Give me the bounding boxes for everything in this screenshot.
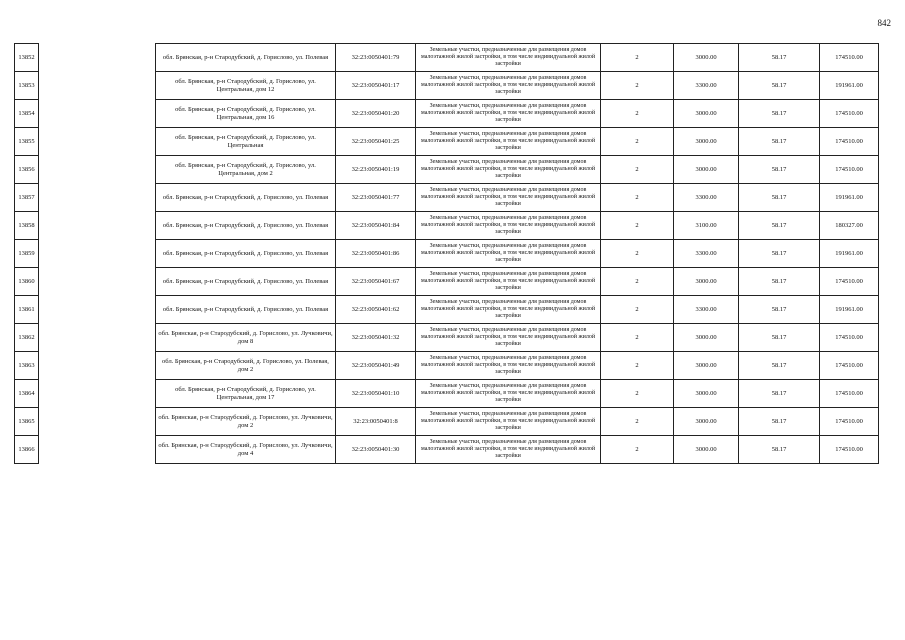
rate-cell: 58.17 xyxy=(739,156,820,184)
area-cell: 3000.00 xyxy=(674,156,739,184)
area-cell: 3300.00 xyxy=(674,296,739,324)
area-cell: 3000.00 xyxy=(674,436,739,464)
table-row xyxy=(15,296,39,324)
address-cell: обл. Брянская, р-н Стародубский, д. Горислово, ул. Полевая xyxy=(156,44,336,72)
area-cell: 3000.00 xyxy=(674,324,739,352)
address-cell: обл. Брянская, р-н Стародубский, д. Горислово, ул. Центральная, дом 17 xyxy=(156,380,336,408)
table-row xyxy=(156,436,879,464)
cadastral-value-cell: 174510.00 xyxy=(820,156,879,184)
rate-cell: 58.17 xyxy=(739,128,820,156)
table-row xyxy=(15,436,39,464)
address-cell: обл. Брянская, р-н Стародубский, д. Горислово, ул. Лучковичи, дом 4 xyxy=(156,436,336,464)
table-row xyxy=(15,240,39,268)
table-row xyxy=(156,72,879,100)
area-cell: 3000.00 xyxy=(674,44,739,72)
rate-cell: 58.17 xyxy=(739,240,820,268)
address-cell: обл. Брянская, р-н Стародубский, д. Горислово, ул. Центральная, дом 2 xyxy=(156,156,336,184)
land-parcels-table xyxy=(155,43,879,464)
table-row xyxy=(156,380,879,408)
address-cell: обл. Брянская, р-н Стародубский, д. Горислово, ул. Полевая, дом 2 xyxy=(156,352,336,380)
row-id-cell: 13865 xyxy=(15,408,39,436)
land-use-cell: Земельные участки, предназначенные для размещения домов малоэтажной жилой застройки, в том числе индивидуальной жилой застройки xyxy=(416,184,601,212)
table-row xyxy=(156,128,879,156)
row-id-cell: 13864 xyxy=(15,380,39,408)
land-use-cell: Земельные участки, предназначенные для размещения домов малоэтажной жилой застройки, в том числе индивидуальной жилой застройки xyxy=(416,268,601,296)
table-row xyxy=(15,100,39,128)
table-row xyxy=(15,156,39,184)
cadastral-value-cell: 174510.00 xyxy=(820,268,879,296)
land-use-cell: Земельные участки, предназначенные для размещения домов малоэтажной жилой застройки, в том числе индивидуальной жилой застройки xyxy=(416,240,601,268)
row-id-cell: 13853 xyxy=(15,72,39,100)
cadastral-number-cell: 32:23:0050401:79 xyxy=(336,44,416,72)
address-cell: обл. Брянская, р-н Стародубский, д. Горислово, ул. Полевая xyxy=(156,268,336,296)
category-cell: 2 xyxy=(601,380,674,408)
table-row xyxy=(156,184,879,212)
category-cell: 2 xyxy=(601,436,674,464)
category-cell: 2 xyxy=(601,240,674,268)
land-use-cell: Земельные участки, предназначенные для размещения домов малоэтажной жилой застройки, в том числе индивидуальной жилой застройки xyxy=(416,100,601,128)
table-row xyxy=(156,156,879,184)
row-id-cell: 13866 xyxy=(15,436,39,464)
cadastral-number-cell: 32:23:0050401:86 xyxy=(336,240,416,268)
row-id-cell: 13862 xyxy=(15,324,39,352)
table-row xyxy=(15,268,39,296)
cadastral-number-cell: 32:23:0050401:30 xyxy=(336,436,416,464)
address-cell: обл. Брянская, р-н Стародубский, д. Горислово, ул. Полевая xyxy=(156,184,336,212)
rate-cell: 58.17 xyxy=(739,436,820,464)
rate-cell: 58.17 xyxy=(739,380,820,408)
category-cell: 2 xyxy=(601,184,674,212)
row-id-cell: 13858 xyxy=(15,212,39,240)
table-row xyxy=(15,212,39,240)
category-cell: 2 xyxy=(601,352,674,380)
area-cell: 3000.00 xyxy=(674,408,739,436)
category-cell: 2 xyxy=(601,156,674,184)
land-use-cell: Земельные участки, предназначенные для размещения домов малоэтажной жилой застройки, в том числе индивидуальной жилой застройки xyxy=(416,296,601,324)
cadastral-number-cell: 32:23:0050401:67 xyxy=(336,268,416,296)
area-cell: 3100.00 xyxy=(674,212,739,240)
land-use-cell: Земельные участки, предназначенные для размещения домов малоэтажной жилой застройки, в том числе индивидуальной жилой застройки xyxy=(416,128,601,156)
table-row xyxy=(15,352,39,380)
land-use-cell: Земельные участки, предназначенные для размещения домов малоэтажной жилой застройки, в том числе индивидуальной жилой застройки xyxy=(416,408,601,436)
cadastral-number-cell: 32:23:0050401:62 xyxy=(336,296,416,324)
table-row xyxy=(156,240,879,268)
rate-cell: 58.17 xyxy=(739,184,820,212)
category-cell: 2 xyxy=(601,212,674,240)
cadastral-number-cell: 32:23:0050401:17 xyxy=(336,72,416,100)
category-cell: 2 xyxy=(601,128,674,156)
cadastral-number-cell: 32:23:0050401:77 xyxy=(336,184,416,212)
table-row xyxy=(15,324,39,352)
address-cell: обл. Брянская, р-н Стародубский, д. Горислово, ул. Центральная, дом 12 xyxy=(156,72,336,100)
land-use-cell: Земельные участки, предназначенные для размещения домов малоэтажной жилой застройки, в том числе индивидуальной жилой застройки xyxy=(416,72,601,100)
rate-cell: 58.17 xyxy=(739,72,820,100)
cadastral-number-cell: 32:23:0050401:8 xyxy=(336,408,416,436)
address-cell: обл. Брянская, р-н Стародубский, д. Горислово, ул. Центральная, дом 16 xyxy=(156,100,336,128)
land-use-cell: Земельные участки, предназначенные для размещения домов малоэтажной жилой застройки, в том числе индивидуальной жилой застройки xyxy=(416,156,601,184)
address-cell: обл. Брянская, р-н Стародубский, д. Горислово, ул. Полевая xyxy=(156,296,336,324)
cadastral-value-cell: 174510.00 xyxy=(820,380,879,408)
cadastral-number-cell: 32:23:0050401:20 xyxy=(336,100,416,128)
table-row xyxy=(156,408,879,436)
cadastral-value-cell: 191961.00 xyxy=(820,240,879,268)
area-cell: 3000.00 xyxy=(674,100,739,128)
rate-cell: 58.17 xyxy=(739,408,820,436)
cadastral-value-cell: 180327.00 xyxy=(820,212,879,240)
table-row xyxy=(156,44,879,72)
cadastral-value-cell: 174510.00 xyxy=(820,352,879,380)
cadastral-value-cell: 191961.00 xyxy=(820,296,879,324)
table-row xyxy=(15,184,39,212)
cadastral-number-cell: 32:23:0050401:32 xyxy=(336,324,416,352)
cadastral-number-cell: 32:23:0050401:25 xyxy=(336,128,416,156)
category-cell: 2 xyxy=(601,72,674,100)
rate-cell: 58.17 xyxy=(739,44,820,72)
table-row xyxy=(15,72,39,100)
table-row xyxy=(15,128,39,156)
table-row xyxy=(15,380,39,408)
address-cell: обл. Брянская, р-н Стародубский, д. Горислово, ул. Полевая xyxy=(156,212,336,240)
row-id-cell: 13855 xyxy=(15,128,39,156)
row-id-cell: 13860 xyxy=(15,268,39,296)
cadastral-value-cell: 174510.00 xyxy=(820,128,879,156)
area-cell: 3300.00 xyxy=(674,184,739,212)
category-cell: 2 xyxy=(601,408,674,436)
row-id-cell: 13856 xyxy=(15,156,39,184)
row-id-cell: 13861 xyxy=(15,296,39,324)
cadastral-number-cell: 32:23:0050401:49 xyxy=(336,352,416,380)
rate-cell: 58.17 xyxy=(739,296,820,324)
cadastral-value-cell: 174510.00 xyxy=(820,100,879,128)
area-cell: 3300.00 xyxy=(674,240,739,268)
cadastral-value-cell: 191961.00 xyxy=(820,72,879,100)
land-use-cell: Земельные участки, предназначенные для размещения домов малоэтажной жилой застройки, в том числе индивидуальной жилой застройки xyxy=(416,324,601,352)
category-cell: 2 xyxy=(601,100,674,128)
cadastral-value-cell: 174510.00 xyxy=(820,408,879,436)
address-cell: обл. Брянская, р-н Стародубский, д. Горислово, ул. Лучковичи, дом 2 xyxy=(156,408,336,436)
land-use-cell: Земельные участки, предназначенные для размещения домов малоэтажной жилой застройки, в том числе индивидуальной жилой застройки xyxy=(416,352,601,380)
cadastral-number-cell: 32:23:0050401:10 xyxy=(336,380,416,408)
area-cell: 3000.00 xyxy=(674,352,739,380)
land-use-cell: Земельные участки, предназначенные для размещения домов малоэтажной жилой застройки, в том числе индивидуальной жилой застройки xyxy=(416,436,601,464)
category-cell: 2 xyxy=(601,324,674,352)
cadastral-value-cell: 174510.00 xyxy=(820,436,879,464)
address-cell: обл. Брянская, р-н Стародубский, д. Горислово, ул. Лучковичи, дом 8 xyxy=(156,324,336,352)
rate-cell: 58.17 xyxy=(739,212,820,240)
category-cell: 2 xyxy=(601,268,674,296)
area-cell: 3300.00 xyxy=(674,72,739,100)
cadastral-value-cell: 191961.00 xyxy=(820,184,879,212)
rate-cell: 58.17 xyxy=(739,268,820,296)
row-id-cell: 13859 xyxy=(15,240,39,268)
category-cell: 2 xyxy=(601,44,674,72)
address-cell: обл. Брянская, р-н Стародубский, д. Горислово, ул. Центральная xyxy=(156,128,336,156)
table-row xyxy=(156,352,879,380)
rate-cell: 58.17 xyxy=(739,324,820,352)
row-id-cell: 13857 xyxy=(15,184,39,212)
land-use-cell: Земельные участки, предназначенные для размещения домов малоэтажной жилой застройки, в том числе индивидуальной жилой застройки xyxy=(416,44,601,72)
table-row xyxy=(156,100,879,128)
row-id-cell: 13852 xyxy=(15,44,39,72)
cadastral-value-cell: 174510.00 xyxy=(820,44,879,72)
row-number-column xyxy=(14,43,39,464)
cadastral-number-cell: 32:23:0050401:84 xyxy=(336,212,416,240)
area-cell: 3000.00 xyxy=(674,380,739,408)
cadastral-value-cell: 174510.00 xyxy=(820,324,879,352)
table-row xyxy=(15,408,39,436)
table-row xyxy=(156,324,879,352)
row-id-cell: 13854 xyxy=(15,100,39,128)
table-row xyxy=(156,268,879,296)
row-id-cell: 13863 xyxy=(15,352,39,380)
address-cell: обл. Брянская, р-н Стародубский, д. Горислово, ул. Полевая xyxy=(156,240,336,268)
category-cell: 2 xyxy=(601,296,674,324)
area-cell: 3000.00 xyxy=(674,268,739,296)
land-use-cell: Земельные участки, предназначенные для размещения домов малоэтажной жилой застройки, в том числе индивидуальной жилой застройки xyxy=(416,380,601,408)
rate-cell: 58.17 xyxy=(739,352,820,380)
table-row xyxy=(156,296,879,324)
area-cell: 3000.00 xyxy=(674,128,739,156)
rate-cell: 58.17 xyxy=(739,100,820,128)
table-row xyxy=(15,44,39,72)
page-number: 842 xyxy=(877,18,891,28)
land-use-cell: Земельные участки, предназначенные для размещения домов малоэтажной жилой застройки, в том числе индивидуальной жилой застройки xyxy=(416,212,601,240)
table-row xyxy=(156,212,879,240)
cadastral-number-cell: 32:23:0050401:19 xyxy=(336,156,416,184)
